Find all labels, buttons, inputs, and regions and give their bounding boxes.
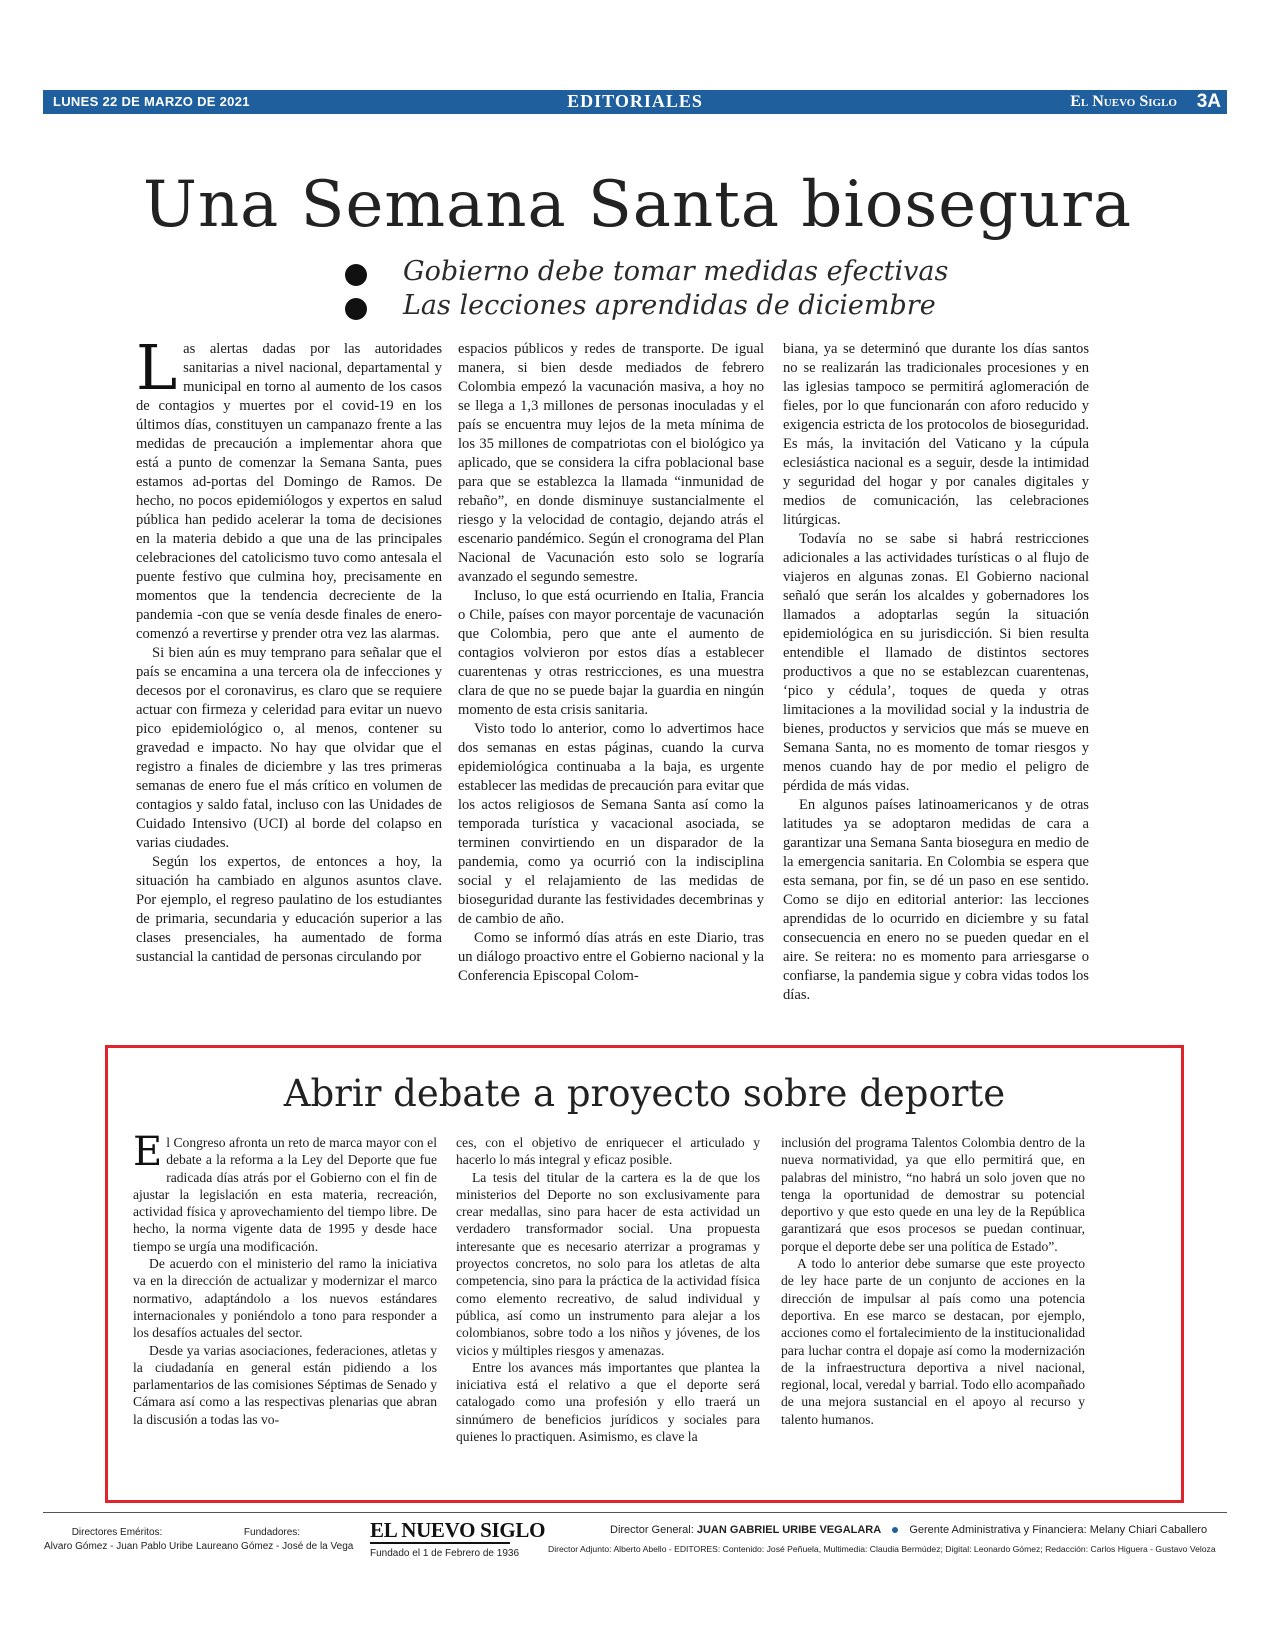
paragraph: Desde ya varias asociaciones, federaciones, atletas y la ciudadanía en general están pidiendo a los parlamentarios de las comisiones Séptimas de Senado y Cámara así como a las respectivas plenarias que abran la discusión a todas las vo- xyxy=(133,1342,437,1427)
paragraph: espacios públicos y redes de transporte. De igual manera, si bien desde mediados de febrero Colombia empezó la vacunación masiva, a hoy no se llega a 1,3 millones de personas inoculadas y el país se encuentra muy lejos de la meta mínima de los 35 millones de compatriotas con el biológico ya aplicado, que se considera la cifra poblacional base para que se establezca la llamada “inmunidad de rebaño”, en donde disminuye sustancialmente el riesgo y la velocidad de contagio, dejando atrás el escenario pandémico. Según el cronograma del Plan Nacional de Vacunación esto solo se lograría avanzado el segundo semestre. xyxy=(458,341,764,585)
paragraph: Todavía no se sabe si habrá restricciones adicionales a las actividades turísticas o al flujo de viajeros en algunas zonas. El Gobierno nacional señaló que serán los alcaldes y gobernadores los llamados a adoptarlas según la situación epidemiológica en su jurisdicción. Si bien resulta entendible el llamado de distintos sectores productivos a que no se establezcan cuarentenas, ‘pico y cédula’, toques de queda y otras limitaciones a la movilidad social y la industria de bienes, productos y servicios que más se mueve en Semana Santa, no es momento de tomar riesgos y menos cuando hay de por medio el peligro de pérdida de más vidas. xyxy=(783,531,1089,794)
main-headline: Una Semana Santa biosegura xyxy=(143,168,1132,242)
paragraph: En algunos países latinoamericanos y de otras latitudes ya se adoptaron medidas de cara a garantizar una Semana Santa biosegura en medio de la emergencia sanitaria. En Colombia se espera que esta semana, por fin, se dé un paso en ese sentido. Como se dijo en editorial anterior: las lecciones aprendidas de lo ocurrido en diciembre y su fatal consecuencia en enero no se pueden quedar en el aire. Se reitera: no es momento para arriesgarse o confiarse, la pandemia sigue y cobra vidas todos los días. xyxy=(783,797,1089,1003)
emeritos-label: Directores Eméritos: xyxy=(71,1527,163,1538)
staff-line: Director Adjunto: Alberto Abello - EDITORES: Contenido: José Peñuela, Multimedia: Claudia Bermúdez; Digital: Leonardo Gómez; Redacción: Carlos Higuera - Gustavo Veloza xyxy=(548,1544,1216,1554)
deck-text: Las lecciones aprendidas de diciembre xyxy=(403,290,936,321)
footer-rule xyxy=(43,1512,1227,1513)
page-number: 3A xyxy=(1196,91,1221,112)
drop-cap: E xyxy=(133,1134,163,1175)
paragraph: ces, con el objetivo de enriquecer el articulado y hacerlo lo más integral y eficaz posible. xyxy=(456,1135,760,1168)
gerente-label: Gerente Administrativa y Financiera: xyxy=(909,1524,1087,1536)
paragraph: De acuerdo con el ministerio del ramo la iniciativa va en la dirección de actualizar y modernizar el marco normativo, adaptándolo a los nuevos estándares internacionales y poniéndolo a tono para responder a los desafíos actuales del sector. xyxy=(133,1256,437,1341)
paragraph xyxy=(133,1134,437,1255)
section-title: EDITORIALES xyxy=(567,91,703,111)
paper-name: El Nuevo Siglo xyxy=(1070,93,1177,110)
founded-date: Fundado el 1 de Febrero de 1936 xyxy=(370,1548,519,1559)
fundadores-names: Laureano Gómez - José de la Vega xyxy=(196,1541,354,1552)
deck-text: Gobierno debe tomar medidas efectivas xyxy=(403,256,949,287)
footer-logo: EL NUEVO SIGLO xyxy=(370,1518,546,1542)
main-column-1 xyxy=(136,340,442,1008)
bullet-icon xyxy=(345,264,367,286)
issue-date: LUNES 22 DE MARZO DE 2021 xyxy=(53,94,250,109)
drop-cap: L xyxy=(136,340,178,404)
paragraph: Visto todo lo anterior, como lo advertimos hace dos semanas en estas páginas, cuando la curva epidemiológica continuaba a la baja, es urgente establecer las medidas de precaución para evitar que los actos religiosos de Semana Santa así como la temporada turística y vacacional asociada, se terminen convirtiendo en un disparador de la pandemia, como ya ocurrió con la indisciplina social y el relajamiento de las medidas de bioseguridad durante las festividades decembrinas y de cambio de año. xyxy=(458,721,764,927)
logo-underline xyxy=(370,1542,510,1544)
bullet-icon xyxy=(892,1527,898,1533)
paragraph-text: l Congreso afronta un reto de marca mayor con el debate a la reforma a la Ley del Deporte que fue radicada días atrás por el Gobierno con el fin de ajustar la legislación en esta materia, recreación, actividad física y aprovechamiento del tiempo libre. De hecho, la norma vigente data de 1995 y desde hace tiempo se urgía una modificación. xyxy=(133,1135,437,1254)
paragraph: Como se informó días atrás en este Diario, tras un diálogo proactivo entre el Gobierno nacional y la Conferencia Episcopal Colom- xyxy=(458,930,764,984)
paragraph: Entre los avances más importantes que plantea la iniciativa está el relativo a que el deporte será catalogado como una profesión y ello traerá un sinnúmero de beneficios jurídicos y sociales para quienes lo practiquen. Asimismo, es clave la xyxy=(456,1359,760,1445)
paragraph: Según los expertos, de entonces a hoy, la situación ha cambiado en algunos asuntos clave. Por ejemplo, el regreso paulatino de los estudiantes de primaria, secundaria y educación superior a las clases presenciales, ha aumentado de forma sustancial la cantidad de personas circulando por xyxy=(136,854,442,965)
director-label: Director General: xyxy=(610,1524,694,1536)
bullet-icon xyxy=(345,298,367,320)
paragraph: biana, ya se determinó que durante los días santos no se realizarán las tradicionales procesiones y en las iglesias tampoco se permitirá aglomeración de fieles, por lo que funcionarán con aforo reducido y exigencia estricta de los protocolos de bioseguridad. Es más, la invitación del Vaticano y la cúpula eclesiástica nacional es a seguir, desde la intimidad y seguridad del hogar y por canales digitales y medios de comunicación, las celebraciones litúrgicas. xyxy=(783,341,1089,528)
paragraph: La tesis del titular de la cartera es la de que los ministerios del Deporte no son exclusivamente para crear medallas, sino para hacer de esta actividad un verdadero transformador social. Una propuesta interesante que es necesario aterrizar a programas y proyectos concretos, no solo para los atletas de alta competencia, sino para la práctica de la actividad física como elemento recreativo, de salud individual y pública, así como un instrumento para alejar a los colombianos, sobre todo a los niños y jóvenes, de los vicios y múltiples riesgos y amenazas. xyxy=(456,1169,760,1358)
paragraph: Si bien aún es muy temprano para señalar que el país se encamina a una tercera ola de infecciones y decesos por el coronavirus, es claro que se requiere actuar con firmeza y celeridad para evitar un nuevo pico epidemiológico o, al menos, contener su gravedad e impacto. No hay que olvidar que el registro a finales de diciembre y las tres primeras semanas de enero fue el más crítico en volumen de contagios y saldo fatal, incluso con las Unidades de Cuidado Intensivo (UCI) al borde del colapso en varias ciudades. xyxy=(136,645,442,851)
second-headline: Abrir debate a proyecto sobre deporte xyxy=(283,1072,1006,1115)
paragraph xyxy=(136,340,442,644)
emeritos-names: Alvaro Gómez - Juan Pablo Uribe xyxy=(44,1541,193,1552)
paragraph: Incluso, lo que está ocurriendo en Italia, Francia o Chile, países con mayor porcentaje de vacunación que Colombia, pero que ante el aumento de contagios volvieron por estos días a establecer cuarentenas y otras restricciones, es una muestra clara de que no se puede bajar la guardia en ningún momento de esta crisis sanitaria. xyxy=(458,588,764,718)
paragraph-text: as alertas dadas por las autoridades sanitarias a nivel nacional, departamental y municipal en torno al aumento de los casos de contagios y muertes por el covid-19 en los últimos días, constituyen un campanazo frente a las medidas de precaución a implementar ahora que está a punto de comenzar la Semana Santa, pues estamos ad-portas del Domingo de Ramos. De hecho, no pocos epidemiólogos y expertos en salud pública han pedido acelerar la toma de decisiones en la materia debido a que una de las principales celebraciones del catolicismo tuvo como antesala el puente festivo que culmina hoy, precisamente en momentos que la tendencia decreciente de la pandemia -con que se venía desde finales de enero-comenzó a revertirse y prender otra vez las alarmas. xyxy=(136,341,442,642)
second-column-3 xyxy=(781,1134,1085,1490)
second-column-1 xyxy=(133,1134,437,1490)
header-bar xyxy=(43,90,1227,114)
main-column-3 xyxy=(783,340,1089,1008)
paragraph: inclusión del programa Talentos Colombia dentro de la nueva normatividad, ya que ello permitirá que, en palabras del ministro, “no habrá un solo joven que no tenga la oportunidad de demostrar su potencial deportivo y que esto quede en una ley de la República garantizará que esos procesos se puedan continuar, porque el deporte debe ser una política de Estado”. xyxy=(781,1135,1085,1254)
main-column-2 xyxy=(458,340,764,1008)
footer-credits xyxy=(610,1524,1207,1536)
director-name: JUAN GABRIEL URIBE VEGALARA xyxy=(696,1524,882,1536)
fundadores-label: Fundadores: xyxy=(243,1527,301,1538)
paragraph: A todo lo anterior debe sumarse que este proyecto de ley hace parte de un conjunto de acciones en la dirección de impulsar al país como una potencia deportiva. En ese marco se destacan, por ejemplo, acciones como el fortalecimiento de la institucionalidad para luchar contra el dopaje así como la modernización de la infraestructura deportiva a nivel nacional, regional, local, veredal y barrial. Todo ello acompañado de una mejora sustancial en el apoyo al recurso y talento humanos. xyxy=(781,1256,1085,1427)
gerente-name: Melany Chiari Caballero xyxy=(1089,1524,1208,1536)
second-column-2 xyxy=(456,1134,760,1490)
